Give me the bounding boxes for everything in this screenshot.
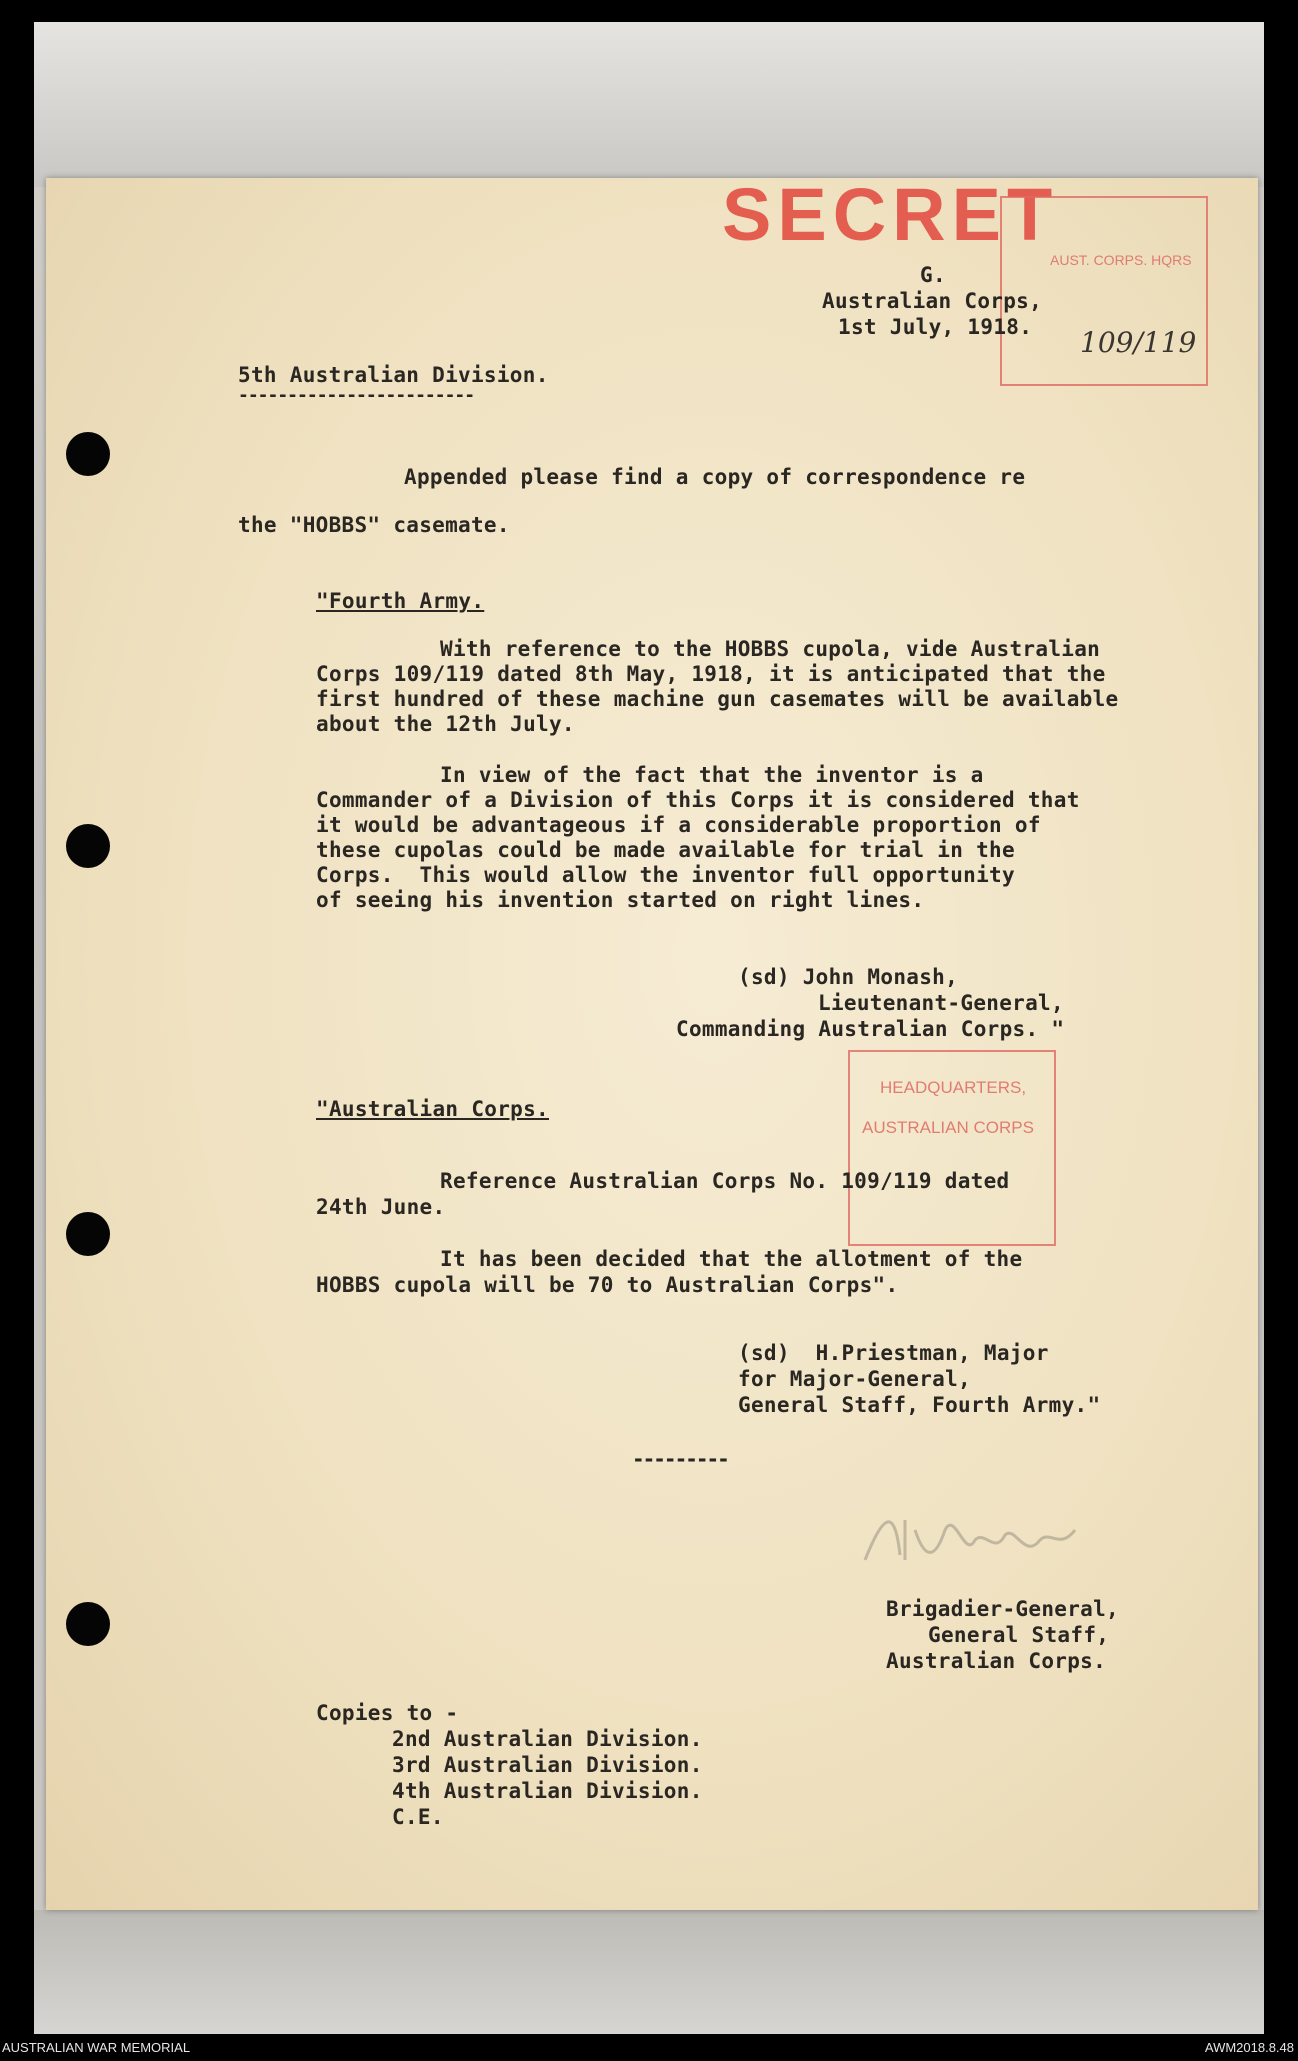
letter1-heading: "Fourth Army. [316,589,485,613]
file-reference: 109/119 [1080,326,1197,359]
copies-item: 3rd Australian Division. [392,1753,703,1777]
copies-item: 4th Australian Division. [392,1779,703,1803]
punch-hole-icon [66,432,110,476]
punch-hole-icon [66,824,110,868]
intro-line-1: Appended please find a copy of correspondence re [404,465,1026,489]
punch-hole-icon [66,1602,110,1646]
intro-line-2: the "HOBBS" casemate. [238,513,510,537]
letter1-para1-line: about the 12th July. [316,712,575,736]
headquarters-stamp-line1: HEADQUARTERS, [880,1078,1027,1097]
handwritten-signature [855,1500,1095,1580]
tissue-bottom-sheet [34,1910,1264,2034]
letter1-para1-line: With reference to the HOBBS cupola, vide Australian [440,637,1101,661]
letter1-para2-line: Corps. This would allow the inventor full opportunity [316,863,1015,887]
addressee-underline: ------------------------ [238,385,475,406]
footer-accession: AWM2018.8.48 [1204,2040,1294,2055]
letter2-heading: "Australian Corps. [316,1097,549,1121]
separator-line: --------- [632,1447,728,1471]
tissue-top-sheet [34,22,1264,187]
closing-rank: Brigadier-General, [886,1597,1119,1621]
letter1-para1-line: Corps 109/119 dated 8th May, 1918, it is anticipated that the [316,662,1106,686]
header-date: 1st July, 1918. [838,315,1033,339]
letter1-para1-line: first hundred of these machine gun casemates will be available [316,687,1119,711]
footer-institution: AUSTRALIAN WAR MEMORIAL [2,2040,191,2055]
secret-stamp: SECRET [722,173,1059,256]
letter2-para1-line: Reference Australian Corps No. 109/119 dated [440,1169,1010,1193]
copies-item: 2nd Australian Division. [392,1727,703,1751]
letter1-para2-line: these cupolas could be made available for trial in the [316,838,1015,862]
header-corps: Australian Corps, [822,289,1043,313]
letter1-para2-line: it would be advantageous if a considerable proportion of [316,813,1041,837]
letter1-rank: Lieutenant-General, [818,991,1064,1015]
headquarters-stamp-line2: AUSTRALIAN CORPS [862,1118,1034,1137]
header-g: G. [920,263,946,287]
letter1-signature: (sd) John Monash, [738,965,959,989]
closing-corps: Australian Corps. [886,1649,1107,1673]
letter1-title: Commanding Australian Corps. " [676,1017,1065,1041]
letter2-para2-line: It has been decided that the allotment of the [440,1247,1023,1271]
letter2-title: General Staff, Fourth Army." [738,1393,1101,1417]
letter2-para1-line: 24th June. [316,1195,446,1219]
letter1-para2-line: Commander of a Division of this Corps it is considered that [316,788,1080,812]
letter1-para2-line: In view of the fact that the inventor is a [440,763,984,787]
punch-hole-icon [66,1212,110,1256]
copies-item: C.E. [392,1805,444,1829]
letter2-rank: for Major-General, [738,1367,971,1391]
letter1-para2-line: of seeing his invention started on right lines. [316,888,925,912]
letter2-para2-line: HOBBS cupola will be 70 to Australian Corps". [316,1273,899,1297]
closing-staff: General Staff, [928,1623,1110,1647]
letter2-signature: (sd) H.Priestman, Major [738,1341,1049,1365]
registry-stamp-text: AUST. CORPS. HQRS [1050,252,1192,268]
copies-label: Copies to - [316,1701,459,1725]
addressee: 5th Australian Division. [238,363,549,387]
